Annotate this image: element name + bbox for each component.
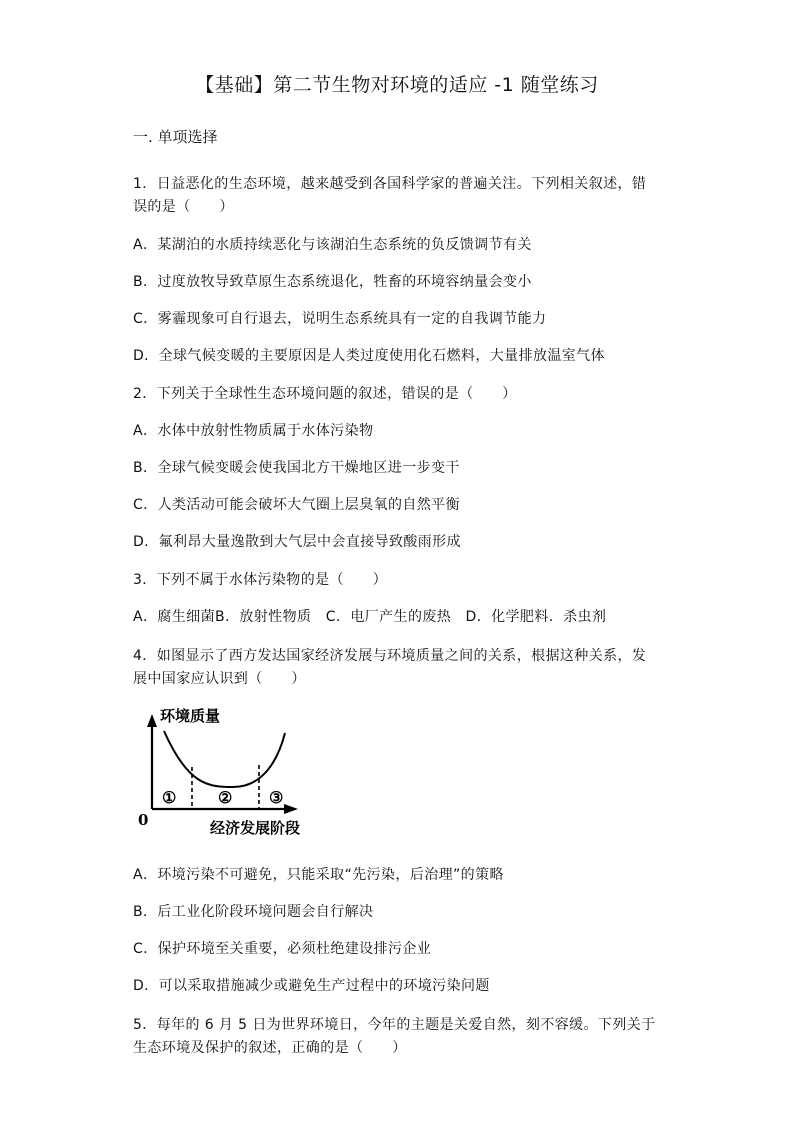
- q4-stem-line1: 4．如图显示了西方发达国家经济发展与环境质量之间的关系，根据这种关系，发: [133, 648, 647, 664]
- q3-options: A．腐生细菌B．放射性物质 C．电厂产生的废热 D．化学肥料．杀虫剂: [133, 609, 607, 625]
- q4-figure: [138, 705, 318, 840]
- q5-stem-line2: 生态环境及保护的叙述，正确的是（ ）: [133, 1040, 407, 1056]
- q4-option-a: A．环境污染不可避免，只能采取“先污染，后治理”的策略: [133, 867, 504, 883]
- quality-curve: [164, 731, 285, 787]
- q5-stem-line1: 5．每年的 6 月 5 日为世界环境日，今年的主题是关爱自然，刻不容缓。下列关于: [133, 1017, 656, 1033]
- origin-label: 0: [138, 811, 149, 829]
- x-axis-arrow: [284, 804, 298, 814]
- page-title: 【基础】第二节生物对环境的适应 -1 随堂练习: [195, 74, 599, 96]
- q4-option-d: D．可以采取措施减少或避免生产过程中的环境污染问题: [133, 978, 490, 994]
- q1-stem-line1: 1．日益恶化的生态环境，越来越受到各国科学家的普遍关注。下列相关叙述，错: [133, 176, 647, 192]
- q3-stem-line1: 3．下列不属于水体污染物的是（ ）: [133, 572, 388, 588]
- q1-option-a: A．某湖泊的水质持续恶化与该湖泊生态系统的负反馈调节有关: [133, 237, 532, 253]
- q1-option-c: C．雾霾现象可自行退去，说明生态系统具有一定的自我调节能力: [133, 311, 547, 327]
- environment-economy-diagram: [138, 705, 318, 840]
- x-axis-label: 经济发展阶段: [210, 819, 301, 837]
- q4-option-b: B．后工业化阶段环境问题会自行解决: [133, 904, 374, 920]
- q2-option-b: B．全球气候变暖会使我国北方干燥地区进一步变干: [133, 460, 460, 476]
- stage-label-1: ①: [162, 788, 177, 807]
- section-heading: 一. 单项选择: [133, 128, 218, 146]
- stage-label-2: ②: [218, 788, 233, 807]
- y-axis-arrow: [147, 714, 157, 727]
- y-axis-label: 环境质量: [160, 707, 221, 725]
- q1-stem-line2: 误的是（ ）: [133, 199, 234, 215]
- stage-label-3: ③: [269, 788, 284, 807]
- q2-option-a: A．水体中放射性物质属于水体污染物: [133, 423, 374, 439]
- q1-option-b: B．过度放牧导致草原生态系统退化，牲畜的环境容纳量会变小: [133, 274, 532, 290]
- q2-option-c: C．人类活动可能会破坏大气圈上层臭氧的自然平衡: [133, 497, 460, 513]
- q4-stem-line2: 展中国家应认识到（ ）: [133, 671, 306, 687]
- q4-option-c: C．保护环境至关重要，必须杜绝建设排污企业: [133, 941, 432, 957]
- q1-option-d: D．全球气候变暖的主要原因是人类过度使用化石燃料，大量排放温室气体: [133, 348, 605, 364]
- q2-option-d: D．氟利昂大量逸散到大气层中会直接导致酸雨形成: [133, 534, 461, 550]
- q2-stem-line1: 2．下列关于全球性生态环境问题的叙述，错误的是（ ）: [133, 386, 517, 402]
